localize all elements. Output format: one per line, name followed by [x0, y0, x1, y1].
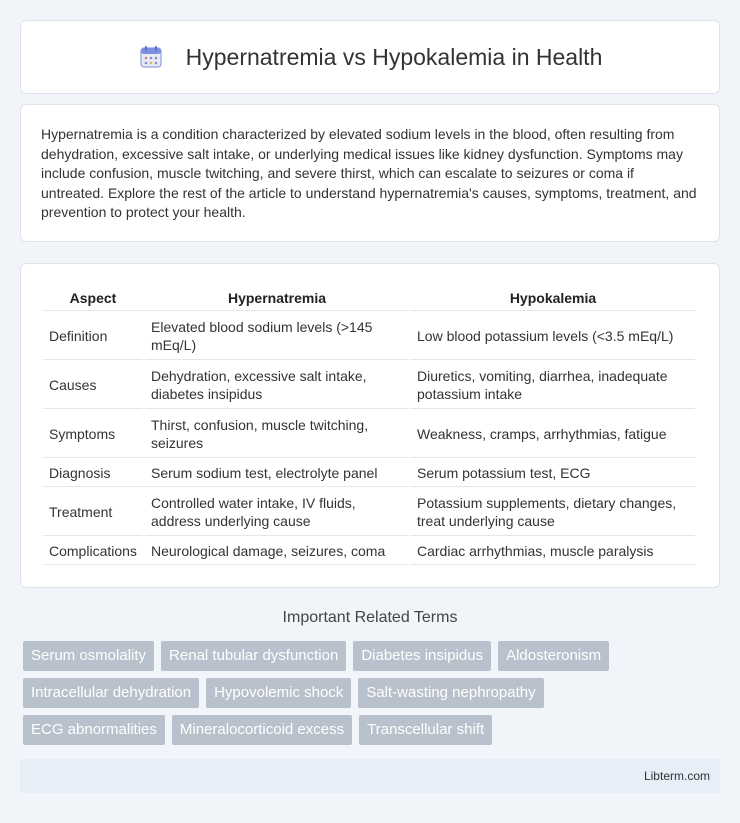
- footer: [20, 759, 720, 793]
- table-cell: Cardiac arrhythmias, muscle paralysis: [411, 538, 695, 565]
- table-cell: Symptoms: [43, 411, 143, 458]
- table-cell: Serum sodium test, electrolyte panel: [145, 460, 409, 487]
- comparison-table-card: [20, 263, 720, 588]
- table-cell: Neurological damage, seizures, coma: [145, 538, 409, 565]
- footer-site-link[interactable]: Libterm.com: [643, 769, 710, 783]
- intro-text: Hypernatremia is a condition characterized by elevated sodium levels in the blood, often resulting from dehydration, excessive salt intake, or underlying medical issues like kidney dysfunction. Symptoms may include confusion, muscle twitching, and severe thirst, which can escalate to seizures or coma if untreated. Explore the rest of the article to understand hypernatremia's causes, symptoms, treatment, and prevention to protect your health.: [41, 126, 697, 221]
- column-header-hypernatremia: Hypernatremia: [145, 286, 409, 311]
- comparison-table: [41, 284, 697, 567]
- table-cell: Causes: [43, 362, 143, 409]
- related-term-tag[interactable]: Intracellular dehydration: [23, 678, 199, 708]
- table-row: [43, 489, 695, 536]
- page-title: Hypernatremia vs Hypokalemia in Health: [185, 43, 603, 70]
- related-term-tag[interactable]: Mineralocorticoid excess: [172, 715, 352, 745]
- related-terms-list: [23, 641, 723, 752]
- related-term-tag[interactable]: Aldosteronism: [498, 641, 609, 671]
- table-row: [43, 362, 695, 409]
- related-term-tag[interactable]: Salt-wasting nephropathy: [358, 678, 543, 708]
- table-cell: Diuretics, vomiting, diarrhea, inadequate potassium intake: [411, 362, 695, 409]
- related-term-tag[interactable]: Renal tubular dysfunction: [161, 641, 346, 671]
- table-cell: Complications: [43, 538, 143, 565]
- table-cell: Potassium supplements, dietary changes, treat underlying cause: [411, 489, 695, 536]
- column-header-hypokalemia: Hypokalemia: [411, 286, 695, 311]
- table-cell: Serum potassium test, ECG: [411, 460, 695, 487]
- table-cell: Low blood potassium levels (<3.5 mEq/L): [411, 313, 695, 360]
- table-cell: Thirst, confusion, muscle twitching, seizures: [145, 411, 409, 458]
- table-row: [43, 411, 695, 458]
- table-row: [43, 538, 695, 565]
- table-cell: Diagnosis: [43, 460, 143, 487]
- related-term-tag[interactable]: ECG abnormalities: [23, 715, 165, 745]
- table-cell: Definition: [43, 313, 143, 360]
- calendar-icon: [138, 44, 164, 70]
- table-cell: Weakness, cramps, arrhythmias, fatigue: [411, 411, 695, 458]
- related-term-tag[interactable]: Diabetes insipidus: [353, 641, 491, 671]
- related-terms-title: Important Related Terms: [282, 609, 458, 626]
- table-cell: Elevated blood sodium levels (>145 mEq/L): [145, 313, 409, 360]
- table-row: [43, 313, 695, 360]
- related-term-tag[interactable]: Transcellular shift: [359, 715, 492, 745]
- table-cell: Treatment: [43, 489, 143, 536]
- header-card: [20, 20, 720, 94]
- related-term-tag[interactable]: Serum osmolality: [23, 641, 154, 671]
- related-term-tag[interactable]: Hypovolemic shock: [206, 678, 351, 708]
- column-header-aspect: Aspect: [43, 286, 143, 311]
- intro-card: [20, 104, 720, 242]
- table-cell: Controlled water intake, IV fluids, address underlying cause: [145, 489, 409, 536]
- table-header-row: [43, 286, 695, 311]
- table-cell: Dehydration, excessive salt intake, diabetes insipidus: [145, 362, 409, 409]
- table-row: [43, 460, 695, 487]
